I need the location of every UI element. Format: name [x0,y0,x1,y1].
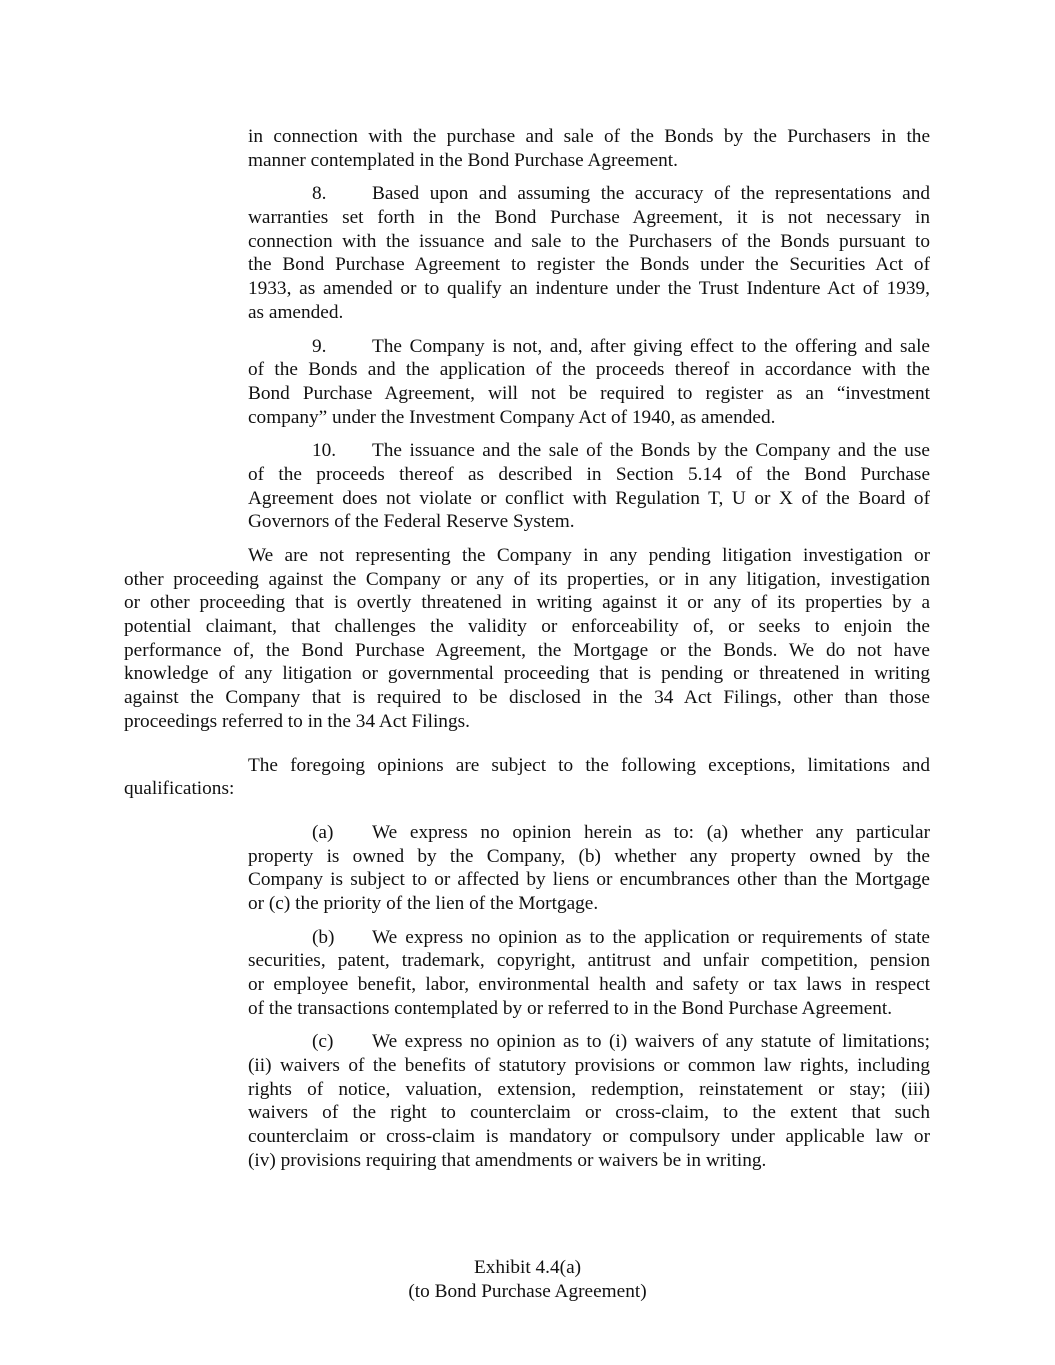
document-body [0,125,1055,1183]
paragraph [0,926,1055,1021]
paragraph [0,182,1055,324]
text-line: the Bond Purchase Agreement to register the Bonds under the Securities Act of [248,254,930,276]
text-line: as amended. [248,301,344,323]
line-text: Based upon and assuming the accuracy of the representations and [372,183,930,205]
paragraph-number: 10. [312,440,337,462]
text-line: knowledge of any litigation or governmental proceeding that is pending or threatened in writing [124,663,930,685]
text-line: property is owned by the Company, (b) whether any property owned by the [248,845,930,867]
paragraph-number: 8. [312,183,327,205]
paragraph [0,544,1055,734]
text-line: qualifications: [124,778,235,800]
text-line: connection with the issuance and sale to the Purchasers of the Bonds pursuant to [248,230,930,252]
text-line: against the Company that is required to be disclosed in the 34 Act Filings, other than those [124,687,930,709]
text-line [312,439,930,463]
line-text: We express no opinion as to the application or requirements of state [372,926,930,948]
text-line: performance of, the Bond Purchase Agreement, the Mortgage or the Bonds. We do not have [124,639,930,661]
text-line: Agreement does not violate or conflict with Regulation T, U or X of the Board of [248,487,930,509]
paragraph [0,439,1055,534]
text-line [312,335,930,359]
text-line: counterclaim or cross-claim is mandatory or compulsory under applicable law or [248,1126,930,1148]
text-line: of the transactions contemplated by or referred to in the Bond Purchase Agreement. [248,997,893,1019]
text-line [312,1030,930,1054]
text-line: company” under the Investment Company Act of 1940, as amended. [248,406,776,428]
paragraph-number: (c) [312,1031,334,1053]
text-line: of the Bonds and the application of the proceeds thereof in accordance with the [248,359,930,381]
text-line: waivers of the right to counterclaim or cross-claim, to the extent that such [248,1102,930,1124]
line-text: The issuance and the sale of the Bonds by the Company and the use [372,440,930,462]
page-footer [0,1256,1055,1303]
paragraph [0,125,1055,172]
paragraph [0,821,1055,916]
text-line: in connection with the purchase and sale of the Bonds by the Purchasers in the [248,126,930,147]
text-line: proceedings referred to in the 34 Act Filings. [124,710,470,732]
line-text: We express no opinion herein as to: (a) whether any particular [372,821,930,843]
text-line: or (c) the priority of the lien of the Mortgage. [248,892,599,914]
text-line: (ii) waivers of the benefits of statutory provisions or common law rights, including [248,1055,930,1077]
text-line: other proceeding against the Company or any of its properties, or in any litigation, investigation [124,568,930,590]
text-line: rights of notice, valuation, extension, redemption, reinstatement or stay; (iii) [248,1078,930,1100]
text-line: potential claimant, that challenges the validity or enforceability of, or seeks to enjoin the [124,616,930,638]
text-line [312,821,930,845]
text-line: securities, patent, trademark, copyright, antitrust and unfair competition, pension [248,950,930,972]
text-line: Governors of the Federal Reserve System. [248,511,575,533]
paragraph [0,754,1055,801]
line-text: We express no opinion as to (i) waivers of any statute of limitations; [372,1031,930,1053]
paragraph-number: (b) [312,926,335,948]
text-line: Bond Purchase Agreement, will not be required to register as an “investment [248,382,930,404]
text-line: or employee benefit, labor, environmental health and safety or tax laws in respect [248,974,930,995]
paragraph [0,1030,1055,1172]
text-line [312,926,930,950]
text-line [312,182,930,206]
line-text: The Company is not, and, after giving effect to the offering and sale [372,335,930,357]
text-line: Company is subject to or affected by liens or encumbrances other than the Mortgage [248,869,930,891]
text-line: warranties set forth in the Bond Purchase Agreement, it is not necessary in [248,207,930,229]
text-line: manner contemplated in the Bond Purchase Agreement. [248,149,678,171]
exhibit-subtitle: (to Bond Purchase Agreement) [408,1280,647,1302]
text-line: 1933, as amended or to qualify an indenture under the Trust Indenture Act of 1939, [248,278,930,300]
text-line: We are not representing the Company in any pending litigation investigation or [248,545,930,566]
paragraph-number: 9. [312,335,327,357]
text-line: of the proceeds thereof as described in Section 5.14 of the Bond Purchase [248,463,930,485]
paragraph [0,335,1055,430]
text-line: or other proceeding that is overtly threatened in writing against it or any of its properties by a [124,592,930,614]
text-line: The foregoing opinions are subject to the following exceptions, limitations and [248,754,930,776]
paragraph-number: (a) [312,821,334,843]
text-line: (iv) provisions requiring that amendments or waivers be in writing. [248,1149,767,1171]
exhibit-label: Exhibit 4.4(a) [473,1257,582,1278]
